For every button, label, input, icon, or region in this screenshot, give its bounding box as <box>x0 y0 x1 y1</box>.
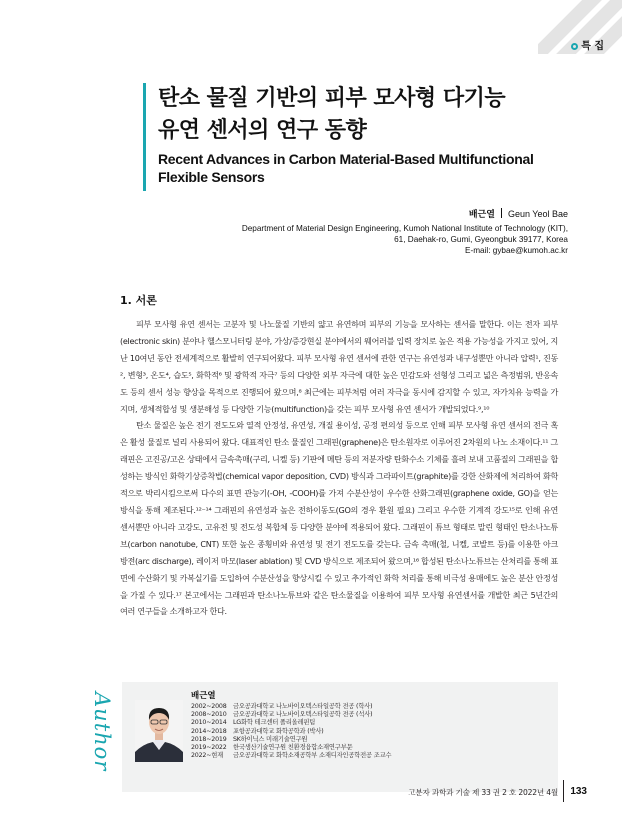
title-accent-bar <box>143 83 146 191</box>
author-photo <box>135 700 183 762</box>
affiliation-line2: 61, Daehak-ro, Gumi, Gyeongbuk 39177, Korea <box>394 235 568 244</box>
paragraph-1: 피부 모사형 유연 센서는 고분자 및 나노물질 기반의 얇고 유연하며 피부의 기능을 모사하는 센서를 말한다. 이는 전자 피부(electronic skin) 분야나 헬스모니터링 분야, 가상/증강현실 분야에서의 웨어러블 입력 장치로 높은 적용 가능성을 가지고 있어, 지난 10여년 동안 전세계적으로 활발히 연구되어왔다. 피부 모사형 유연 센서에 관한 연구는 유연성과 내구성뿐만 아니라 압력¹, 진동², 변형³, 온도⁴, 습도⁵, 화학적⁶ 및 광학적 자극⁷ 등의 다양한 외부 자극에 대한 높은 민감도와 선형성 그리고 넓은 측정범위, 반응속도 등의 센서 성능 향상을 목적으로 진행되어 왔으며,⁸ 최근에는 피부처럼 여러 자극을 동시에 감지할 수 있고, 자가치유 능력을 가지며, 생체적합성 및 생분해성 등 다양한 기능(multifunction)을 갖는 피부 모사형 유연 센서가 개발되었다.⁹,¹⁰ <box>120 319 558 414</box>
author-side-label: Author <box>90 692 114 772</box>
author-name-english: Geun Yeol Bae <box>507 209 568 219</box>
footer-divider <box>563 780 564 802</box>
author-byline <box>469 207 568 220</box>
affiliation-line1: Department of Material Design Engineering, Kumoh National Institute of Technology (KIT), <box>241 224 568 233</box>
author-email: E-mail: gybae@kumoh.ac.kr <box>465 246 568 255</box>
author-affiliation <box>148 223 568 256</box>
bio-entry: 2008~2010 금오공과대학교 나노바이오텍스타일공학 전공 (석사) <box>191 711 373 719</box>
bio-entry: 2022~현재 금오공과대학교 화학소재공학부 소재디자인공학전공 조교수 <box>191 752 392 760</box>
body-text <box>120 316 558 620</box>
bio-entry: 2002~2008 금오공과대학교 나노바이오텍스타일공학 전공 (학사) <box>191 703 373 710</box>
bio-entry: 2014~2018 포항공과대학교 화학공학과 (박사) <box>191 727 324 735</box>
author-name-korean: 배근열 <box>468 209 495 219</box>
paragraph-2: 탄소 물질은 높은 전기 전도도와 열적 안정성, 유연성, 개질 용이성, 공정 편의성 등으로 인해 피부 모사형 유연 센서의 전극 혹은 활성 물질로 널리 사용되어 왔다. 대표적인 탄소 물질인 그래핀(graphene)은 탄소원자로 이루어진 2차원의 나노 소재이다.¹¹ 그래핀은 고진공/고온 상태에서 금속촉매(구리, 니켈 등) 기판에 메탄 등의 저분자량 탄화수소 기체를 흘려 보내 고품질의 그래핀을 합성하는 방식인 화학기상증착법(chemical vapor deposition, CVD) 방식과 그라파이트(graphite)를 강한 산화제에 처리하여 화학적으로 박리시킴으로써 다수의 표면 관능기(-OH, -COOH)를 가져 수분산성이 우수한 산화그래핀(graphene oxide, GO)을 얻는 방식을 통해 제조된다.¹²⁻¹⁴ 그래핀의 유연성과 높은 전하이동도(GO의 경우 환원 필요) 그리고 우수한 기계적 강도¹⁵로 인해 유연 센서뿐만 아니라 고강도, 고유전 및 전도성 복합체 등 다양한 분야에 적용되어 왔다. 그래핀이 튜브 형태로 말린 형태인 탄소나노튜브(carbon nanotube, CNT) 또한 높은 종횡비와 유연성 및 전기 전도도를 갖는다. 금속 촉매(철, 니켈, 코발트 등)를 이용한 아크 방전(arc discharge), 레이저 마모(laser ablation) 및 CVD 방식으로 제조되어 왔으며,¹⁶ 합성된 탄소나노튜브는 산처리를 통해 표면에 수산화기 및 카복실기를 도입하여 수분산성을 향상시킬 수 있고 추가적인 화학 처리를 통해 비극성 용매에도 높은 분산 안정성을 가질 수 있다.¹⁷ 본고에서는 그래핀과 탄소나노튜브와 같은 탄소물질을 이용하여 피부 모사형 유연센서를 개발한 최근 5년간의 여러 연구들을 소개하고자 한다. <box>120 420 558 617</box>
bio-career-list <box>191 703 391 760</box>
article-title-korean <box>158 83 598 147</box>
title-korean-line2: 유연 센서의 연구 동향 <box>158 118 367 143</box>
page-number: 133 <box>570 786 587 797</box>
title-korean-line1: 탄소 물질 기반의 피부 모사형 다기능 <box>158 86 506 111</box>
bio-author-name: 배근열 <box>191 691 216 701</box>
section-tag <box>571 37 604 52</box>
section-tag-label: 특 집 <box>581 41 604 52</box>
bio-entry: 2018~2019 SK하이닉스 미래기술연구원 <box>191 735 308 743</box>
bio-entry: 2019~2022 한국생산기술연구원 친환경융합소재연구부문 <box>191 744 353 752</box>
circle-bullet-icon <box>571 43 578 50</box>
article-title-english <box>158 150 588 186</box>
title-english-line1: Recent Advances in Carbon Material-Based Multifunctional <box>158 151 534 167</box>
title-english-line2: Flexible Sensors <box>158 169 265 185</box>
section-heading-introduction: 1. 서론 <box>120 294 157 307</box>
journal-footer: 고분자 과학과 기술 제 33 권 2 호 2022년 4월 <box>408 788 558 797</box>
bio-entry: 2010~2014 LG화학 테크센터 폴리올레핀팀 <box>191 719 316 727</box>
author-portrait-icon <box>135 700 183 762</box>
byline-divider <box>501 208 502 218</box>
